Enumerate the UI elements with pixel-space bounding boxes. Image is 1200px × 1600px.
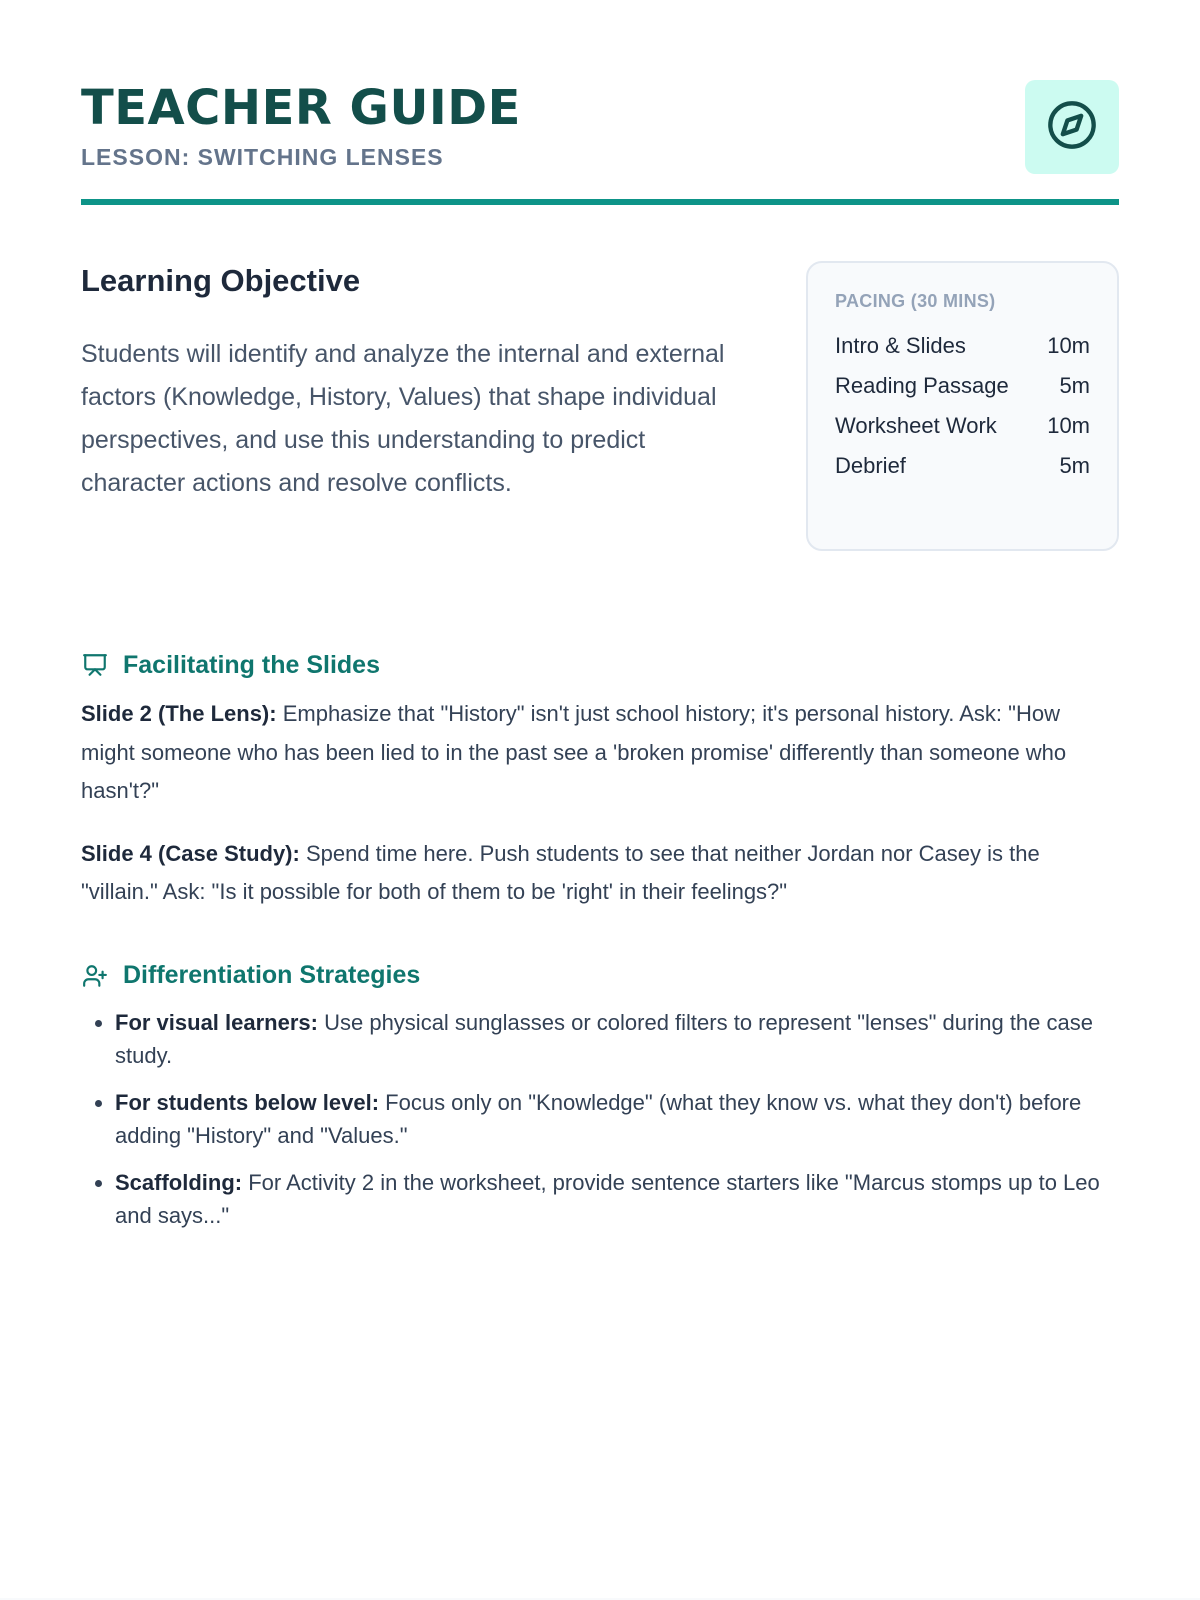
objective-text: Students will identify and analyze the internal and external factors (Knowledge, History, Values) that shape individual perspectives, and use this understanding to predict character actions and resolve conflicts. [81, 340, 725, 497]
pacing-title: PACING (30 MINS) [835, 291, 996, 311]
pacing-label: Intro & Slides [835, 333, 966, 358]
pacing-card [806, 261, 1119, 551]
pacing-label: Debrief [835, 453, 906, 478]
list-item [115, 1086, 1119, 1153]
strategy-label: For visual learners: [115, 1009, 318, 1035]
slides-heading: Facilitating the Slides [123, 650, 380, 679]
pacing-time: 5m [1059, 453, 1090, 478]
differentiation-section [81, 958, 1119, 1233]
user-plus-icon [81, 962, 109, 990]
slide-note [81, 695, 1119, 811]
compass-badge [1025, 80, 1119, 174]
page-title: TEACHER GUIDE [81, 80, 521, 136]
pacing-row [835, 446, 1090, 486]
strategy-label: Scaffolding: [115, 1169, 243, 1195]
slide-note-text: Spend time here. Push students to see that neither Jordan nor Casey is the "villain." Ask: "Is it possible for both of them to be 'right' in their feelings?" [81, 840, 1040, 904]
lesson-subtitle: LESSON: SWITCHING LENSES [81, 144, 444, 170]
presentation-icon [81, 651, 109, 679]
pacing-time: 5m [1059, 373, 1090, 398]
pacing-label: Worksheet Work [835, 413, 997, 438]
learning-objective [81, 263, 731, 505]
slide-note [81, 835, 1119, 912]
strategy-text: Use physical sunglasses or colored filters to represent "lenses" during the case study. [115, 1009, 1093, 1068]
strategy-text: Focus only on "Knowledge" (what they know vs. what they don't) before adding "History" and "Values." [115, 1089, 1082, 1148]
compass-icon [1046, 99, 1098, 156]
slide-note-label: Slide 4 (Case Study): [81, 840, 300, 866]
pacing-row [835, 406, 1090, 446]
pacing-label: Reading Passage [835, 373, 1009, 398]
guide-header [81, 80, 1119, 205]
pacing-row [835, 326, 1090, 366]
list-item [115, 1006, 1119, 1073]
pacing-time: 10m [1047, 333, 1090, 358]
differentiation-section-header [81, 958, 1119, 994]
strategy-text: For Activity 2 in the worksheet, provide sentence starters like "Marcus stomps up to Leo and says..." [115, 1169, 1100, 1228]
slides-section-header [81, 647, 1119, 683]
objective-row [81, 205, 1119, 565]
pacing-row [835, 366, 1090, 406]
slide-note-text: Emphasize that "History" isn't just school history; it's personal history. Ask: "How might someone who has been lied to in the past see a 'broken promise' differently than someone who hasn't?" [81, 701, 1067, 803]
strategy-list [81, 1006, 1119, 1233]
list-item [115, 1166, 1119, 1233]
pacing-time: 10m [1047, 413, 1090, 438]
differentiation-heading: Differentiation Strategies [123, 961, 421, 989]
slides-section [81, 647, 1119, 912]
strategy-label: For students below level: [115, 1089, 380, 1115]
objective-heading: Learning Objective [81, 263, 361, 298]
slide-note-label: Slide 2 (The Lens): [81, 701, 277, 726]
